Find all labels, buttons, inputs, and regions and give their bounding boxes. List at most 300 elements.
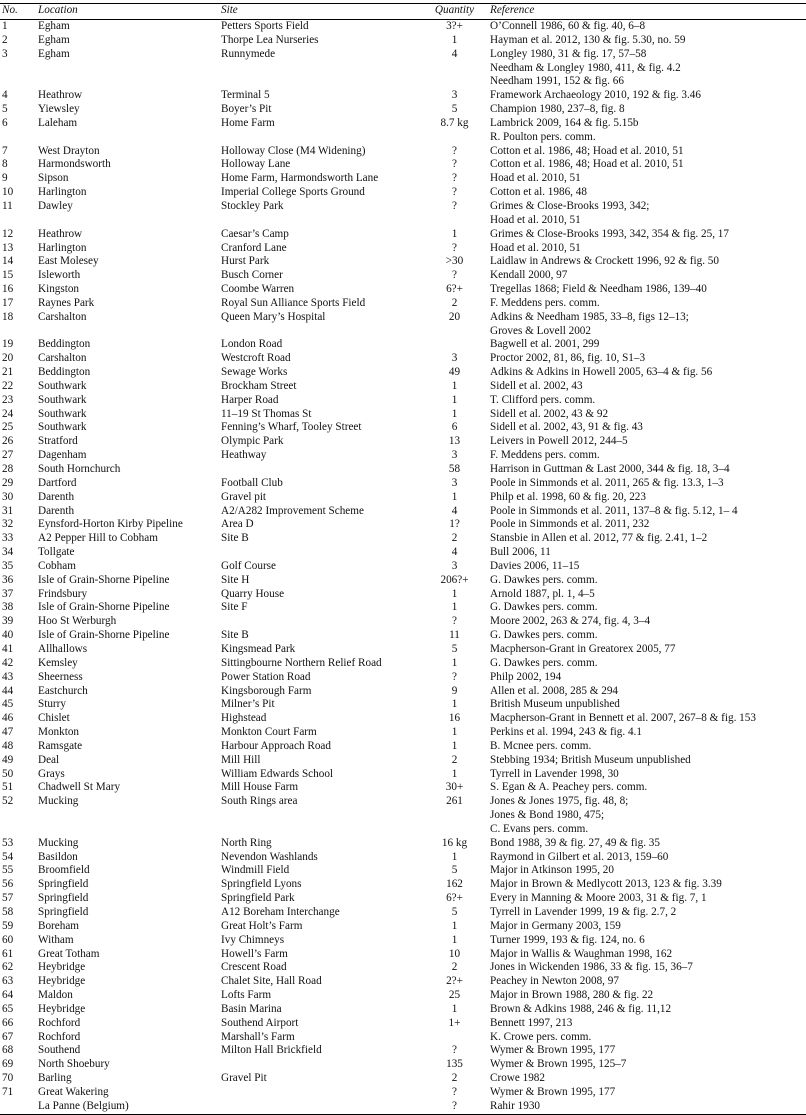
cell-quantity: 3 (451, 89, 458, 102)
cell-location: Chadwell St Mary (38, 781, 121, 794)
reference-line: G. Dawkes pers. comm. (490, 629, 598, 642)
cell-reference (488, 837, 806, 851)
table-row (0, 505, 806, 519)
reference-line: C. Evans pers. comm. (490, 822, 589, 835)
cell-no: 7 (2, 144, 8, 157)
cell-reference (488, 421, 806, 435)
cell-quantity: 4 (451, 546, 458, 559)
reference-line: Cotton et al. 1986, 48; Hoad et al. 2010, 51 (490, 144, 684, 157)
cell-no: 34 (2, 546, 14, 559)
cell-site: Quarry House (221, 587, 285, 600)
cell-quantity: ? (452, 615, 457, 628)
cell-reference (488, 449, 806, 463)
cell-site: Site B (221, 629, 249, 642)
reference-line: Poole in Simmonds et al. 2011, 232 (490, 518, 650, 531)
cell-location: Yiewsley (38, 103, 80, 116)
cell-no: 70 (2, 1072, 14, 1085)
cell-reference (488, 297, 806, 311)
table-row (0, 920, 806, 934)
cell-no: 71 (2, 1085, 14, 1098)
table-row (0, 1044, 806, 1058)
cell-no: 48 (2, 739, 14, 752)
cell-quantity: 5 (451, 642, 458, 655)
cell-quantity: 4 (451, 47, 458, 60)
cell-site: Site H (221, 573, 250, 586)
cell-no: 26 (2, 435, 14, 448)
table-row (0, 117, 806, 145)
cell-location: Southwark (38, 393, 87, 406)
cell-quantity: 6 (451, 421, 458, 434)
cell-reference (488, 117, 806, 145)
cell-location: Springfield (38, 906, 89, 918)
cell-location: Isle of Grain-Shorne Pipeline (38, 601, 170, 614)
cell-no: 2 (2, 33, 8, 46)
cell-no: 5 (2, 103, 8, 116)
cell-site: North Ring (221, 836, 272, 849)
cell-quantity: 1 (451, 490, 458, 503)
cell-quantity: ? (452, 172, 457, 185)
cell-site: Springfield Lyons (221, 878, 302, 891)
reference-line: Grimes & Close-Brooks 1993, 342; (490, 199, 650, 212)
table-row (0, 1003, 806, 1017)
cell-site: Thorpe Lea Nurseries (221, 33, 319, 46)
cell-no: 20 (2, 352, 14, 365)
cell-site: William Edwards School (221, 767, 334, 780)
table-row (0, 588, 806, 602)
table-row (0, 435, 806, 449)
cell-quantity: 30+ (445, 781, 464, 794)
cell-quantity: 206?+ (440, 573, 469, 586)
cell-quantity: >30 (445, 255, 464, 268)
cell-reference (488, 1031, 806, 1045)
table-row (0, 948, 806, 962)
cell-quantity (421, 338, 488, 352)
cell-location: Rochford (38, 1030, 81, 1043)
reference-line: Poole in Simmonds et al. 2011, 137–8 & fig. 5.12, 1– 4 (490, 504, 738, 517)
reference-line: Sidell et al. 2002, 43 (490, 379, 583, 392)
cell-location: Kemsley (38, 656, 78, 669)
cell-location: La Panne (Belgium) (36, 1100, 219, 1114)
cell-no: 41 (2, 642, 14, 655)
cell-location: Sheerness (38, 670, 83, 683)
reference-line: British Museum unpublished (490, 698, 620, 711)
cell-reference (488, 269, 806, 283)
reference-line: Kendall 2000, 97 (490, 269, 568, 282)
cell-site: Site B (221, 532, 249, 545)
table-row (0, 740, 806, 754)
reference-line: Hoad et al. 2010, 51 (490, 213, 581, 226)
reference-line: Major in Brown & Medlycott 2013, 123 & fig. 3.39 (490, 878, 722, 891)
cell-reference (488, 685, 806, 699)
reference-line: Lambrick 2009, 164 & fig. 5.15b (490, 116, 639, 129)
table-row (0, 781, 806, 795)
cell-quantity: 1 (451, 850, 458, 863)
cell-location: Egham (38, 33, 70, 46)
cell-site: Gravel pit (221, 490, 267, 503)
cell-no: 31 (2, 504, 14, 517)
reference-line: T. Clifford pers. comm. (490, 393, 596, 406)
cell-quantity: 2 (451, 532, 458, 545)
header-no: No. (0, 4, 36, 20)
cell-reference (488, 1044, 806, 1058)
table-row (0, 532, 806, 546)
table-row (0, 34, 806, 48)
cell-quantity: 3?+ (446, 20, 463, 32)
cell-site: 11–19 St Thomas St (221, 407, 312, 420)
cell-site: Home Farm, Harmondsworth Lane (221, 172, 379, 185)
cell-no: 68 (2, 1044, 14, 1057)
cell-location: Springfield (38, 892, 89, 905)
cell-location: Isleworth (38, 269, 81, 282)
cell-location: Witham (38, 933, 74, 946)
cell-reference (488, 352, 806, 366)
cell-location: Harlington (38, 186, 87, 199)
table-row (0, 89, 806, 103)
cell-location: Great Wakering (38, 1085, 109, 1098)
reference-line: Bagwell et al. 2001, 299 (490, 338, 600, 351)
cell-no: 12 (2, 227, 14, 240)
cell-quantity: 5 (451, 906, 458, 918)
cell-quantity: 1 (451, 919, 458, 932)
cell-reference (488, 491, 806, 505)
reference-line: Tregellas 1868; Field & Needham 1986, 139–40 (490, 283, 707, 296)
cell-site: Great Holt’s Farm (221, 919, 303, 932)
cell-quantity: 1 (451, 933, 458, 946)
cell-location: Mucking (38, 836, 79, 849)
cell-quantity: 3 (451, 352, 458, 365)
cell-location: Cobham (38, 559, 76, 572)
cell-quantity: 3 (451, 449, 458, 462)
cell-reference (488, 186, 806, 200)
table-row (0, 989, 806, 1003)
cell-no: 57 (2, 892, 14, 905)
cell-site: South Rings area (221, 795, 298, 808)
cell-no: 54 (2, 850, 14, 863)
cell-no: 42 (2, 656, 14, 669)
reference-line: Proctor 2002, 81, 86, fig. 10, S1–3 (490, 352, 646, 365)
cell-site: Caesar’s Camp (221, 227, 289, 240)
cell-location: Deal (38, 753, 60, 766)
cell-no: 11 (2, 199, 13, 212)
cell-site: Site F (221, 601, 248, 614)
cell-location: Sturry (38, 698, 66, 711)
cell-location: Eastchurch (38, 684, 88, 697)
cell-quantity: 20 (448, 310, 461, 323)
table-row (0, 491, 806, 505)
table-row (0, 851, 806, 865)
table-row (0, 1086, 806, 1100)
cell-no (0, 1100, 36, 1114)
cell-site: Highstead (221, 712, 267, 725)
cell-reference (488, 671, 806, 685)
cell-location: A2 Pepper Hill to Cobham (38, 532, 158, 545)
reference-line: Philp et al. 1998, 60 & fig. 20, 223 (490, 490, 646, 503)
cell-no: 1 (2, 20, 8, 32)
cell-no: 27 (2, 449, 14, 462)
table-row (0, 172, 806, 186)
reference-line: Major in Germany 2003, 159 (490, 919, 621, 932)
header-site: Site (219, 4, 421, 20)
table-row (0, 394, 806, 408)
cell-location: Darenth (38, 490, 75, 503)
cell-no: 29 (2, 476, 14, 489)
cell-site: A2/A282 Improvement Scheme (221, 504, 364, 517)
table-row (0, 48, 806, 90)
cell-reference (488, 934, 806, 948)
table-row (0, 574, 806, 588)
cell-quantity: 2 (451, 961, 458, 974)
reference-line: Perkins et al. 1994, 243 & fig. 4.1 (490, 726, 642, 739)
cell-no: 50 (2, 767, 14, 780)
table-row (0, 698, 806, 712)
reference-line: Turner 1999, 193 & fig. 124, no. 6 (490, 933, 645, 946)
cell-location: Harlington (38, 241, 87, 254)
cell-reference (488, 505, 806, 519)
cell-site: London Road (221, 338, 283, 351)
reference-line: Needham 1991, 152 & fig. 66 (490, 75, 624, 88)
cell-quantity: 1 (451, 587, 458, 600)
reference-line: B. Mcnee pers. comm. (490, 739, 592, 752)
cell-location: Heathrow (38, 89, 83, 102)
cell-site: Royal Sun Alliance Sports Field (221, 296, 366, 309)
reference-line: Peachey in Newton 2008, 97 (490, 975, 619, 988)
cell-quantity: 13 (448, 435, 461, 448)
cell-site: Runnymede (221, 47, 276, 60)
cell-reference (488, 518, 806, 532)
cell-quantity: 1 (451, 407, 458, 420)
cell-no: 3 (2, 47, 8, 60)
cell-no: 16 (2, 283, 14, 296)
reference-line: Adkins & Adkins in Howell 2005, 63–4 & fig. 56 (490, 366, 713, 379)
cell-quantity: 1 (451, 726, 458, 739)
reference-line: Hoad et al. 2010, 51 (490, 241, 581, 254)
reference-line: Poole in Simmonds et al. 2011, 265 & fig. 13.3, 1–3 (490, 476, 724, 489)
table-row (0, 103, 806, 117)
cell-reference (488, 200, 806, 228)
cell-site: Mill Hill (221, 753, 261, 766)
cell-no: 69 (2, 1058, 14, 1071)
cell-no: 35 (2, 559, 14, 572)
cell-no: 37 (2, 587, 14, 600)
cell-quantity: 6?+ (446, 283, 463, 296)
cell-no: 56 (2, 878, 14, 891)
table-row (0, 671, 806, 685)
cell-site: Howell’s Farm (221, 947, 288, 960)
table-row (0, 269, 806, 283)
reference-line: G. Dawkes pers. comm. (490, 656, 598, 669)
reference-line: Major in Wallis & Waughman 1998, 162 (490, 947, 673, 960)
cell-reference (488, 1100, 806, 1114)
cell-no: 38 (2, 601, 14, 614)
cell-quantity: 1 (451, 767, 458, 780)
cell-reference (488, 103, 806, 117)
cell-location: Monkton (38, 726, 80, 739)
cell-location: Dagenham (38, 449, 87, 462)
cell-site: Brockham Street (221, 379, 297, 392)
cell-location: Beddington (38, 338, 91, 351)
table-row (0, 449, 806, 463)
cell-reference (488, 629, 806, 643)
cell-quantity: 135 (446, 1058, 463, 1071)
cell-quantity: ? (452, 269, 457, 282)
cell-site: Marshall’s Farm (221, 1030, 295, 1043)
cell-site (219, 1100, 421, 1114)
cell-quantity: ? (421, 1100, 488, 1114)
cell-reference (488, 283, 806, 297)
cell-no: 14 (2, 255, 14, 268)
cell-location: Ramsgate (38, 739, 83, 752)
table-row (0, 1017, 806, 1031)
reference-line: Major in Atkinson 1995, 20 (490, 864, 614, 877)
cell-site (219, 463, 421, 477)
table-row (0, 463, 806, 477)
cell-no: 47 (2, 726, 14, 739)
cell-site: Holloway Lane (221, 158, 291, 171)
cell-location: North Shoebury (38, 1058, 110, 1071)
table-row (0, 601, 806, 615)
cell-reference (488, 740, 806, 754)
reference-line: Bennett 1997, 213 (490, 1016, 573, 1029)
cell-no: 28 (2, 463, 14, 475)
reference-line: Wymer & Brown 1995, 177 (490, 1085, 616, 1098)
reference-line: Macpherson-Grant in Greatorex 2005, 77 (490, 642, 676, 655)
cell-reference (488, 726, 806, 740)
cell-location: Barling (38, 1072, 72, 1085)
cell-quantity: 1 (451, 1002, 458, 1015)
header-reference: Reference (488, 4, 806, 20)
reference-line: Cotton et al. 1986, 48 (490, 186, 587, 199)
cell-location: Heybridge (38, 975, 86, 988)
reference-line: F. Meddens pers. comm. (490, 296, 600, 309)
cell-location: Raynes Park (38, 296, 95, 309)
reference-line: Crowe 1982 (490, 1072, 545, 1085)
cell-reference (488, 366, 806, 380)
cell-no: 39 (2, 615, 14, 628)
cell-reference (488, 615, 806, 629)
cell-location: Allhallows (38, 642, 88, 655)
cell-reference (488, 878, 806, 892)
cell-reference (488, 712, 806, 726)
reference-line: Stansbie in Allen et al. 2012, 77 & fig. 2.41, 1–2 (490, 532, 708, 545)
table-row (0, 546, 806, 560)
cell-reference (488, 532, 806, 546)
cell-site: Heathway (221, 449, 267, 462)
cell-no: 45 (2, 698, 14, 711)
cell-reference (488, 851, 806, 865)
cell-quantity: ? (452, 158, 457, 171)
cell-site: Chalet Site, Hall Road (221, 975, 322, 988)
table-row (0, 878, 806, 892)
cell-quantity: 2 (451, 296, 458, 309)
cell-location: Boreham (38, 919, 80, 932)
cell-site: Harbour Approach Road (221, 739, 331, 752)
cell-site: Gravel Pit (221, 1072, 267, 1085)
cell-reference (488, 961, 806, 975)
cell-location: Southwark (38, 379, 87, 392)
cell-site: Mill House Farm (221, 781, 299, 794)
cell-location: Broomfield (38, 864, 90, 877)
cell-reference (488, 158, 806, 172)
table-row (0, 560, 806, 574)
table-row (0, 380, 806, 394)
cell-site: Queen Mary’s Hospital (221, 310, 326, 323)
cell-no: 67 (2, 1030, 14, 1043)
cell-location: Stratford (38, 435, 78, 448)
cell-location: Maldon (38, 989, 73, 1002)
cell-quantity: 6?+ (446, 892, 463, 905)
reference-line: Longley 1980, 31 & fig. 17, 57–58 (490, 47, 647, 60)
cell-no: 24 (2, 407, 14, 420)
cell-reference (488, 242, 806, 256)
cell-location: Southend (38, 1044, 81, 1057)
cell-location: Dartford (38, 476, 77, 489)
cell-location: Kingston (38, 283, 80, 296)
cell-no: 8 (2, 158, 8, 171)
reference-line: Bull 2006, 11 (490, 546, 551, 559)
header-location: Location (36, 4, 219, 20)
cell-no: 51 (2, 781, 14, 794)
cell-location: Harmondsworth (38, 158, 111, 171)
cell-reference (488, 89, 806, 103)
table-row (0, 20, 806, 34)
cell-quantity: 2?+ (446, 975, 463, 988)
sites-table (0, 3, 806, 1115)
cell-reference (488, 574, 806, 588)
table-row (0, 768, 806, 782)
cell-location: Heybridge (38, 961, 86, 974)
cell-quantity: ? (452, 144, 457, 157)
cell-site: Kingsmead Park (221, 642, 296, 655)
cell-quantity: 261 (446, 795, 463, 808)
reference-line: Major in Brown 1988, 280 & fig. 22 (490, 989, 654, 1002)
cell-no: 25 (2, 421, 14, 434)
cell-reference (488, 864, 806, 878)
table-row (0, 615, 806, 629)
reference-line: F. Meddens pers. comm. (490, 449, 600, 462)
cell-location: Springfield (38, 878, 89, 891)
table-row (0, 685, 806, 699)
cell-site: Springfield Park (221, 892, 295, 905)
cell-quantity: 16 kg (441, 836, 468, 849)
cell-reference (488, 795, 806, 837)
reference-line: Jones & Bond 1980, 475; (490, 809, 605, 822)
cell-site: Sewage Works (221, 366, 288, 379)
cell-no: 53 (2, 836, 14, 849)
reference-line: R. Poulton pers. comm. (490, 130, 596, 143)
cell-no: 30 (2, 490, 14, 503)
cell-reference (488, 477, 806, 491)
cell-no: 4 (2, 89, 8, 102)
reference-line: Tyrrell in Lavender 1999, 19 & fig. 2.7, 2 (490, 906, 677, 918)
cell-reference (488, 1072, 806, 1086)
cell-location: Egham (38, 20, 70, 32)
cell-quantity: 1? (449, 518, 460, 531)
cell-site: Lofts Farm (221, 989, 272, 1002)
cell-no: 33 (2, 532, 14, 545)
cell-reference (488, 768, 806, 782)
cell-quantity: 9 (451, 684, 458, 697)
cell-quantity: 1 (451, 656, 458, 669)
cell-site: A12 Boreham Interchange (221, 906, 340, 918)
cell-reference (488, 34, 806, 48)
cell-location: Hoo St Werburgh (38, 615, 117, 628)
cell-site: Milton Hall Brickfield (221, 1044, 322, 1057)
cell-reference (488, 643, 806, 657)
cell-reference (488, 463, 806, 477)
cell-location: West Drayton (38, 144, 100, 157)
cell-location: Isle of Grain-Shorne Pipeline (38, 629, 170, 642)
cell-reference (488, 906, 806, 920)
